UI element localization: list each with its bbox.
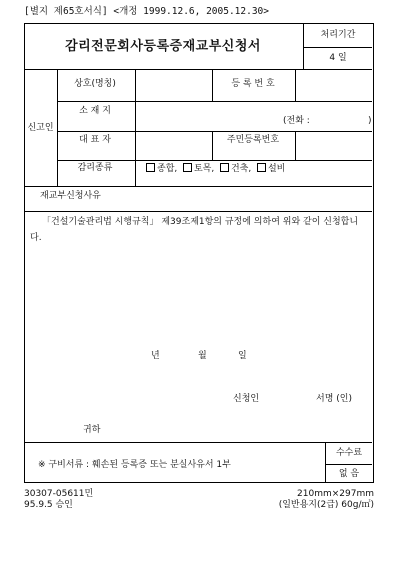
required-documents: ※ 구비서류 : 훼손된 등록증 또는 분실사유서 1부 <box>38 460 231 470</box>
addressee-label: 귀하 <box>83 425 101 435</box>
option-civil[interactable]: 토목, <box>183 164 214 174</box>
address-label: 소 재 지 <box>79 106 111 116</box>
phone-close-paren: ) <box>368 116 372 126</box>
resident-number-label: 주민등록번호 <box>226 135 280 145</box>
processing-period-label: 처리기간 <box>320 30 356 40</box>
processing-period-value: 4 일 <box>329 53 347 63</box>
checkbox-icon[interactable] <box>146 163 155 172</box>
checkbox-icon[interactable] <box>257 163 266 172</box>
signature-seal-label: 서명 (인) <box>316 394 352 404</box>
application-statement: 「건설기술관리법 시행규칙」 제39조제1항의 규정에 의하여 위와 같이 신청합니다. <box>30 217 359 243</box>
applicant-signature-label: 신청인 <box>233 394 260 404</box>
supervision-type-options <box>146 163 285 174</box>
trade-name-label: 상호(명칭) <box>74 79 116 89</box>
checkbox-icon[interactable] <box>220 163 229 172</box>
form-title: 감리전문회사등록증재교부신청서 <box>65 39 261 54</box>
address-field[interactable] <box>136 102 372 128</box>
period-divider <box>303 47 372 48</box>
fee-value: 없 음 <box>338 469 360 479</box>
phone-label: (전화 : <box>283 116 310 126</box>
option-architecture[interactable]: 건축, <box>220 164 251 174</box>
registration-number-field[interactable] <box>296 72 372 98</box>
option-general[interactable]: 종합, <box>146 164 177 174</box>
row-divider <box>25 211 372 212</box>
representative-label: 대 표 자 <box>79 135 111 145</box>
representative-field[interactable] <box>136 131 210 157</box>
supervision-type-label: 감리종류 <box>77 163 113 173</box>
checkbox-icon[interactable] <box>183 163 192 172</box>
row-divider <box>57 160 372 161</box>
form-header-note: [별지 제65호서식] <개정 1999.12.6, 2005.12.30> <box>24 6 270 17</box>
row-divider <box>25 69 372 70</box>
date-month: 월 <box>198 351 207 361</box>
footer-paper-type: (일반용지(2급) 60g/㎡) <box>278 500 374 510</box>
footer-paper-size: 210mm×297mm <box>297 489 374 499</box>
date-year: 년 <box>151 351 160 361</box>
fee-divider <box>325 464 372 465</box>
applicant-section-label: 신고인 <box>27 123 54 133</box>
reissue-reason-label: 재교부신청사유 <box>40 191 101 201</box>
registration-number-label: 등 록 번 호 <box>231 79 275 89</box>
footer-form-number: 30307-05611민 <box>24 489 94 499</box>
option-equipment[interactable]: 설비 <box>257 164 285 174</box>
date-day: 일 <box>238 351 247 361</box>
fee-label: 수수료 <box>335 448 363 458</box>
footer-approval: 95.9.5 승인 <box>24 500 73 510</box>
resident-number-field[interactable] <box>296 131 372 157</box>
reissue-reason-field[interactable] <box>136 187 372 209</box>
trade-name-field[interactable] <box>136 72 210 98</box>
row-divider <box>25 442 372 443</box>
